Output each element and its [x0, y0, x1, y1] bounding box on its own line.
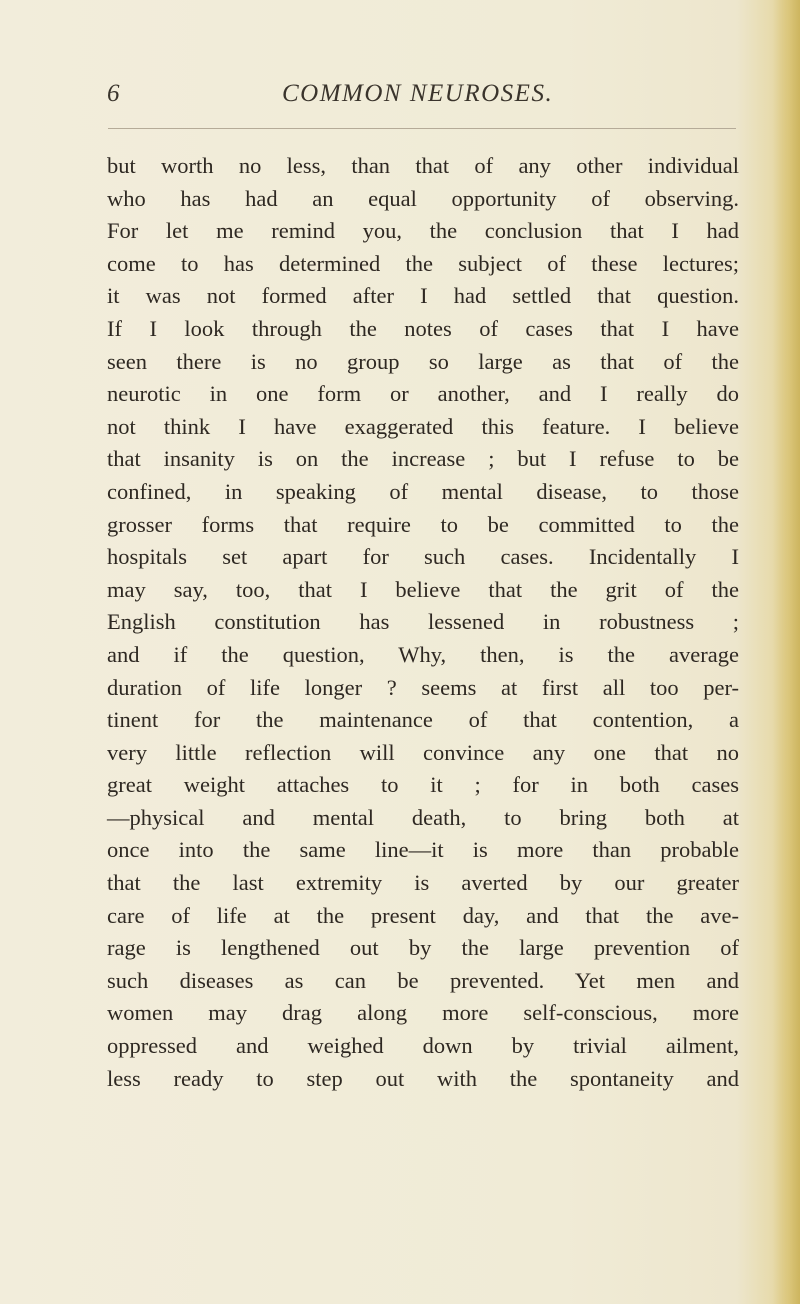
body-text [107, 150, 739, 1095]
text-line: For let me remind you, the conclusion that I had [107, 218, 739, 244]
text-line: If I look through the notes of cases that I have [107, 315, 739, 341]
running-head [107, 80, 767, 114]
text-line: confined, in speaking of mental disease, to those [107, 478, 739, 504]
text-line: once into the same line—it is more than probable [107, 837, 739, 863]
text-line: but worth no less, than that of any other individual [107, 153, 739, 178]
text-line: neurotic in one form or another, and I really do [107, 381, 739, 407]
text-line: come to has determined the subject of these lectures; [107, 250, 739, 276]
text-line: English constitution has lessened in robustness ; [107, 609, 739, 635]
text-line: not think I have exaggerated this feature. I believe [107, 413, 739, 439]
text-line: tinent for the maintenance of that contention, a [107, 707, 739, 733]
text-line: care of life at the present day, and that the ave- [107, 902, 739, 928]
text-line: seen there is no group so large as that of the [107, 348, 739, 374]
header-rule [108, 128, 736, 129]
text-line: women may drag along more self-conscious, more [107, 1000, 739, 1026]
text-line: hospitals set apart for such cases. Incidentally I [107, 544, 739, 570]
text-line: that insanity is on the increase ; but I refuse to be [107, 446, 739, 472]
text-line: may say, too, that I believe that the grit of the [107, 576, 739, 602]
text-line: who has had an equal opportunity of observing. [107, 185, 739, 211]
text-line: it was not formed after I had settled that question. [107, 283, 739, 309]
text-line: less ready to step out with the spontaneity and [107, 1065, 739, 1091]
page-number: 6 [107, 80, 120, 107]
text-line: duration of life longer ? seems at first all too per- [107, 674, 739, 700]
running-title: COMMON NEUROSES. [282, 80, 554, 107]
text-line: that the last extremity is averted by our greater [107, 870, 739, 896]
text-line: very little reflection will convince any one that no [107, 739, 739, 765]
text-line: great weight attaches to it ; for in both cases [107, 772, 739, 798]
text-line: —physical and mental death, to bring both at [107, 804, 739, 830]
text-line: and if the question, Why, then, is the average [107, 641, 739, 667]
text-line: such diseases as can be prevented. Yet men and [107, 967, 739, 993]
page-edge-discoloration [772, 0, 800, 1304]
text-line: oppressed and weighed down by trivial ailment, [107, 1033, 739, 1059]
text-line: rage is lengthened out by the large prevention of [107, 935, 739, 961]
text-line: grosser forms that require to be committed to the [107, 511, 739, 537]
